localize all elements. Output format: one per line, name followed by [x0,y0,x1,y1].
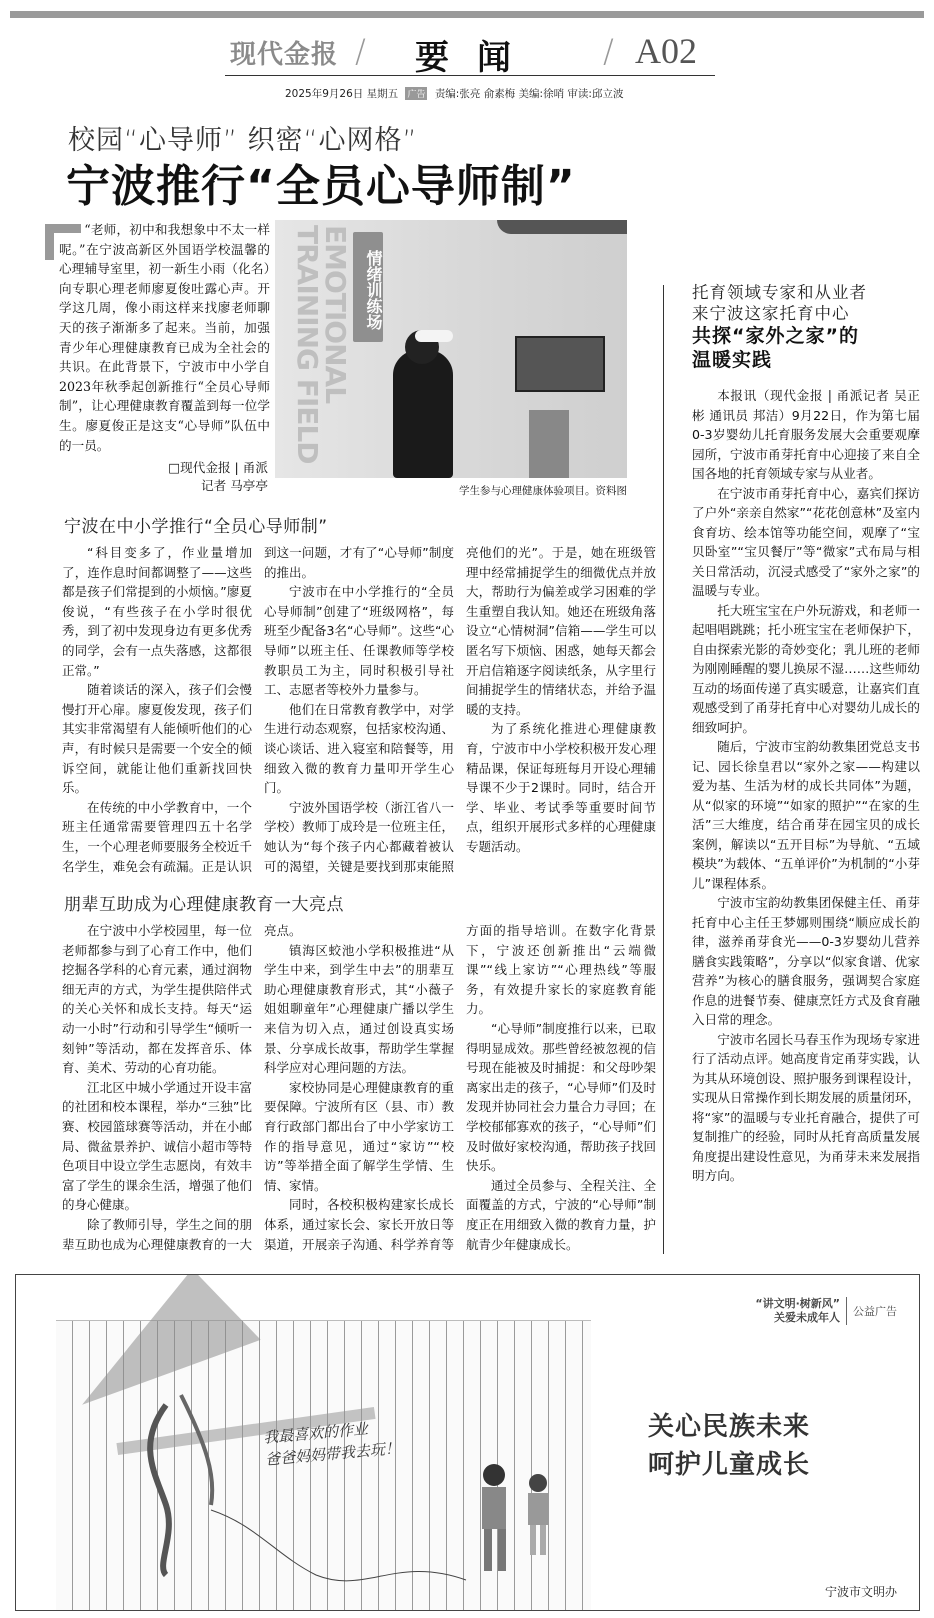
photo-caption: 学生参与心理健康体验项目。资料图 [459,485,627,497]
divider-slash: / [603,32,614,70]
section-name: 要闻 [415,38,539,78]
paper-name: 现代金报 [230,40,339,70]
page-number: A02 [635,31,697,71]
dateline [285,86,623,101]
vr-headset [415,330,453,342]
pedestal [529,410,569,478]
paragraph: 在传统的中小学教育中，一个班主任通常需要管理四五十名学生，一个心理老师要服务全校近千名学生，难免会有疏漏。正是认识到这一问题，才有了“心导师”制度的推出。 [62,545,454,874]
tv-screen [515,336,605,392]
editor-credits: 责编:张亮 俞素梅 美编:徐哨 审读:邱立波 [434,88,624,100]
paragraph: 9月22日，作为第七届0-3岁婴幼儿托育服务发展大会重要观摩园所，宁波市甬芽托育中心迎接了来自全国各地的托育领域专家与从业者。 [692,407,920,481]
section2-body [62,921,656,1254]
wall-sign: 情绪训练场 [353,232,383,342]
sidebar-article [692,282,920,1186]
paragraph: “科目变多了，作业量增加了，连作息时间都调整了——这些都是孩子们常提到的小烦恼。”廖夏俊说，“有些孩子在小学时很优秀，到了初中发现身边有更多优秀的同学，会有一点失落感，这都很正常。” [62,545,252,678]
issue-date: 2025年9月26日 星期五 [285,88,399,100]
ad-type: 公益广告 [853,1305,897,1318]
paragraph: 他们在日常教育教学中，对学生进行动态观察，包括家校沟通、谈心谈话、进入寝室和陪餐等，用细致入微的教育力量叩开学生心门。 [264,701,454,796]
ad-tag: 广告 [405,87,427,100]
paragraph: 宁波市名园长马春玉作为现场专家进行了活动点评。她高度肯定甬芽实践，认为其从环境创设、照护服务到课程设计，实现从日常操作到长期发展的质量闭环，将“家”的温暖与专业托育融合，提供了可复制推广的经验，同时从托育高质量发展角度提出建设性意见，为甬芽未来发展指明方向。 [692,1031,920,1183]
handwriting-line: 爸爸妈妈带我去玩！ [264,1439,401,1469]
byline-source: □现代金报 | 甬派 [168,460,268,476]
sidebar-body [692,386,920,1186]
ad-organization: 宁波市文明办 [824,1585,897,1599]
paragraph: 托大班宝宝在户外玩游戏，和老师一起唱唱跳跳；托小班宝宝在老师保护下，自由探索光影的奇妙变化；乳儿班的老师为刚刚睡醒的婴儿换尿不湿……这些师幼互动的场面传递了真实暖意，让嘉宾们直观感受到了甬芽托育中心对婴幼儿成长的细致呵护。 [692,602,920,735]
student-figure [393,350,453,478]
ceiling [497,220,627,234]
byline-reporter: 记者 马亭亭 [201,478,268,494]
top-rule [10,11,924,18]
campaign-subtitle: 关爱未成年人 [774,1311,840,1324]
divider-slash: / [355,32,366,70]
paragraph: 除了教师引导，学生之间的朋辈互助也成为心理健康教育的一大亮点。 [62,923,302,1252]
photo-block [275,220,627,498]
section1-title: 宁波在中小学推行“全员心导师制” [64,517,328,537]
girl-head [529,1474,547,1492]
byline [45,459,270,495]
masthead [225,28,715,76]
intro-row [45,220,657,498]
paragraph: 在宁波市甬芽托育中心，嘉宾们探访了户外“亲亲自然家”“花花创意林”及室内食育坊、绘本馆等功能空间，观摩了“宝贝卧室”“宝贝餐厅”等“微家”式布局与相关日常活动，沉浸式感受了“家外之家”的温暖与专业。 [692,485,920,598]
boy-head [483,1464,505,1486]
paragraph: 宁波市宝韵幼教集团保健主任、甬芽托育中心主任王梦娜则围绕“顺应成长韵律，滋养甬芽食光——0-3岁婴幼儿营养膳食实践策略”，分享以“似家食谱、优家营养”为核心的膳食服务，强调契合家庭作息的进餐节奏、健康烹饪方式及食育融入日常的理念。 [692,895,920,1027]
paragraph: 宁波外国语学校（浙江省八一学校）教师丁成玲是一位班主任，她认为“每个孩子内心都藏着被认可的渴望，关键是要找到那束能照亮他们的光”。于是，她在班级管理中经常捕捉学生的细微优点并放大，帮助行为偏差或学习困难的学生重塑自我认知。她还在班级角落设立“心情树洞”信箱——学生可以匿名写下烦恼、困惑，她每天都会开启信箱逐字阅读纸条，从字里行间捕捉学生的情绪状态，并给予温暖的支持。 [264,545,656,874]
paragraph: 在宁波中小学校园里，每一位老师都参与到了心育工作中，他们挖掘各学科的心育元素，通过润物细无声的方式，为学生提供陪伴式的关心关怀和成长支持。每天“运动一小时”行动和引导学生“倾听一刻钟”等活动，都在发挥音乐、体育、美术、劳动的心育功能。 [62,923,252,1076]
paragraph: 家校协同是心理健康教育的重要保障。宁波所有区（县、市）教育行政部门都出台了中小学家访工作的指导意见，通过“家访”“校访”等举措全面了解学生学情、生情、家情。 [264,1079,454,1193]
paragraph: 随着谈话的深入，孩子们会慢慢打开心扉。廖夏俊发现，孩子们其实非常渴望有人能倾听他们的心声，有时候只是需要一个安全的倾诉空间，就能让他们重新找回快乐。 [62,682,252,796]
ad-campaign [755,1297,897,1325]
column-divider [663,285,664,1254]
sidebar-kicker: 来宁波这家托育中心 [692,304,850,323]
wall-text: EMOTIONAL TRAINING FIELD [291,225,352,464]
ad-slogan [648,1408,810,1484]
slogan-line: 关心民族未来 [648,1412,811,1442]
paragraph: 江北区中城小学通过开设丰富的社团和校本课程，举办“三独”比赛、校园篮球赛等活动，并在小邮局、微盆景养护、诚信小超市等特色项目中设立学生志愿岗，有效丰富了学生的课余生活，增强了他们的身心健康。 [62,1079,252,1213]
article-photo [275,220,627,478]
article-subhead: 校园“心导师” 织密“心网格” [68,125,418,156]
article-intro [45,220,270,495]
article-headline: 宁波推行“全员心导师制” [66,161,576,212]
intro-text: “老师，初中和我想象中不太一样呢。”在宁波高新区外国语学校温馨的心理辅导室里，初一新生小雨（化名）向专职心理老师廖夏俊吐露心声。开学这几周，像小雨这样来找廖老师聊天的孩子渐渐多了起来。当前，加强青少年心理健康教育已成为全社会的共识。在此背景下，宁波市中小学自2023年秋季起创新推行“全员心导师制”，让心理健康教育覆盖到每一位学生。廖夏俊正是这支“心导师”队伍中的一员。 [59,222,270,453]
handwriting-line: 我最喜欢的作业 [262,1419,369,1447]
paragraph: 为了系统化推进心理健康教育，宁波市中小学校积极开发心理精品课，保证每班每月开设心理辅导课不少于2课时。同时，结合开学、毕业、考试季等重要时间节点，组织开展形式多样的心理健康专题活动。 [466,721,656,854]
paragraph: 镇海区蛟池小学积极推进“从学生中来，到学生中去”的朋辈互助心理健康教育形式，其“小薇子姐姐聊童年”心理健康广播以学生来信为切入点，通过创设真实场景、分享成长故事，帮助学生掌握科学应对心理问题的方法。 [264,942,454,1076]
girl-body [528,1493,548,1525]
campaign-title: “讲文明·树新风” [755,1297,840,1310]
sidebar-lead: 本报讯（现代金报 | 甬派记者 吴正彬 通讯员 邦洁） [692,388,920,423]
boy-body [482,1487,506,1529]
paragraph: 宁波市在中小学推行的“全员心导师制”创建了“班级网格”，每班至少配备3名“心导师”。这些“心导师”以班主任、任课教师等学校教职员工为主，同时积极引导社工、志愿者等校外力量参与。 [264,584,454,698]
paragraph: “心导师”制度推行以来，已取得明显成效。那些曾经被忽视的信号现在能被及时捕捉：和父母吵架离家出走的孩子，“心导师”们及时发现并协同社会力量合力寻回；在学校郁郁寡欢的孩子，“心导师”们及时做好家校沟通，帮助孩子找回快乐。 [466,1021,656,1174]
section2-title: 朋辈互助成为心理健康教育一大亮点 [64,895,344,916]
sidebar-headline: 共探“家外之家”的 [692,325,859,347]
paragraph: 通过全员参与、全程关注、全面覆盖的方式，宁波的“心导师”制度正在用细致入微的教育力量，护航青少年健康成长。 [466,1177,656,1252]
slogan-line: 呵护儿童成长 [648,1450,811,1480]
section1-body [62,543,656,876]
main-article [45,220,657,1254]
paragraph: 随后，宁波市宝韵幼教集团党总支书记、园长徐皇君以“家外之家——构建以爱为基、生活为材的成长共同体”为题，从“似家的环境”“如家的照护”“在家的生活”三大维度，结合甬芽在园宝贝的成长案例，解读以“五开目标”为导航、“五域模块”为载体、“五单评价”为机制的“小芽儿”课程体系。 [692,739,920,891]
sidebar-headline: 温暖实践 [692,349,773,371]
corner-mark [45,224,81,260]
sidebar-kicker: 托育领域专家和从业者 [692,283,867,302]
paragraph: 同时，各校积极构建家长成长体系，通过家长会、家长开放日等渠道，开展亲子沟通、科学养育等方面的指导培训。在数字化背景下，宁波还创新推出“云端微课”“线上家访”“心理热线”等服务，有效提升家长的家庭教育能力。 [264,923,656,1252]
public-service-ad [15,1274,920,1611]
